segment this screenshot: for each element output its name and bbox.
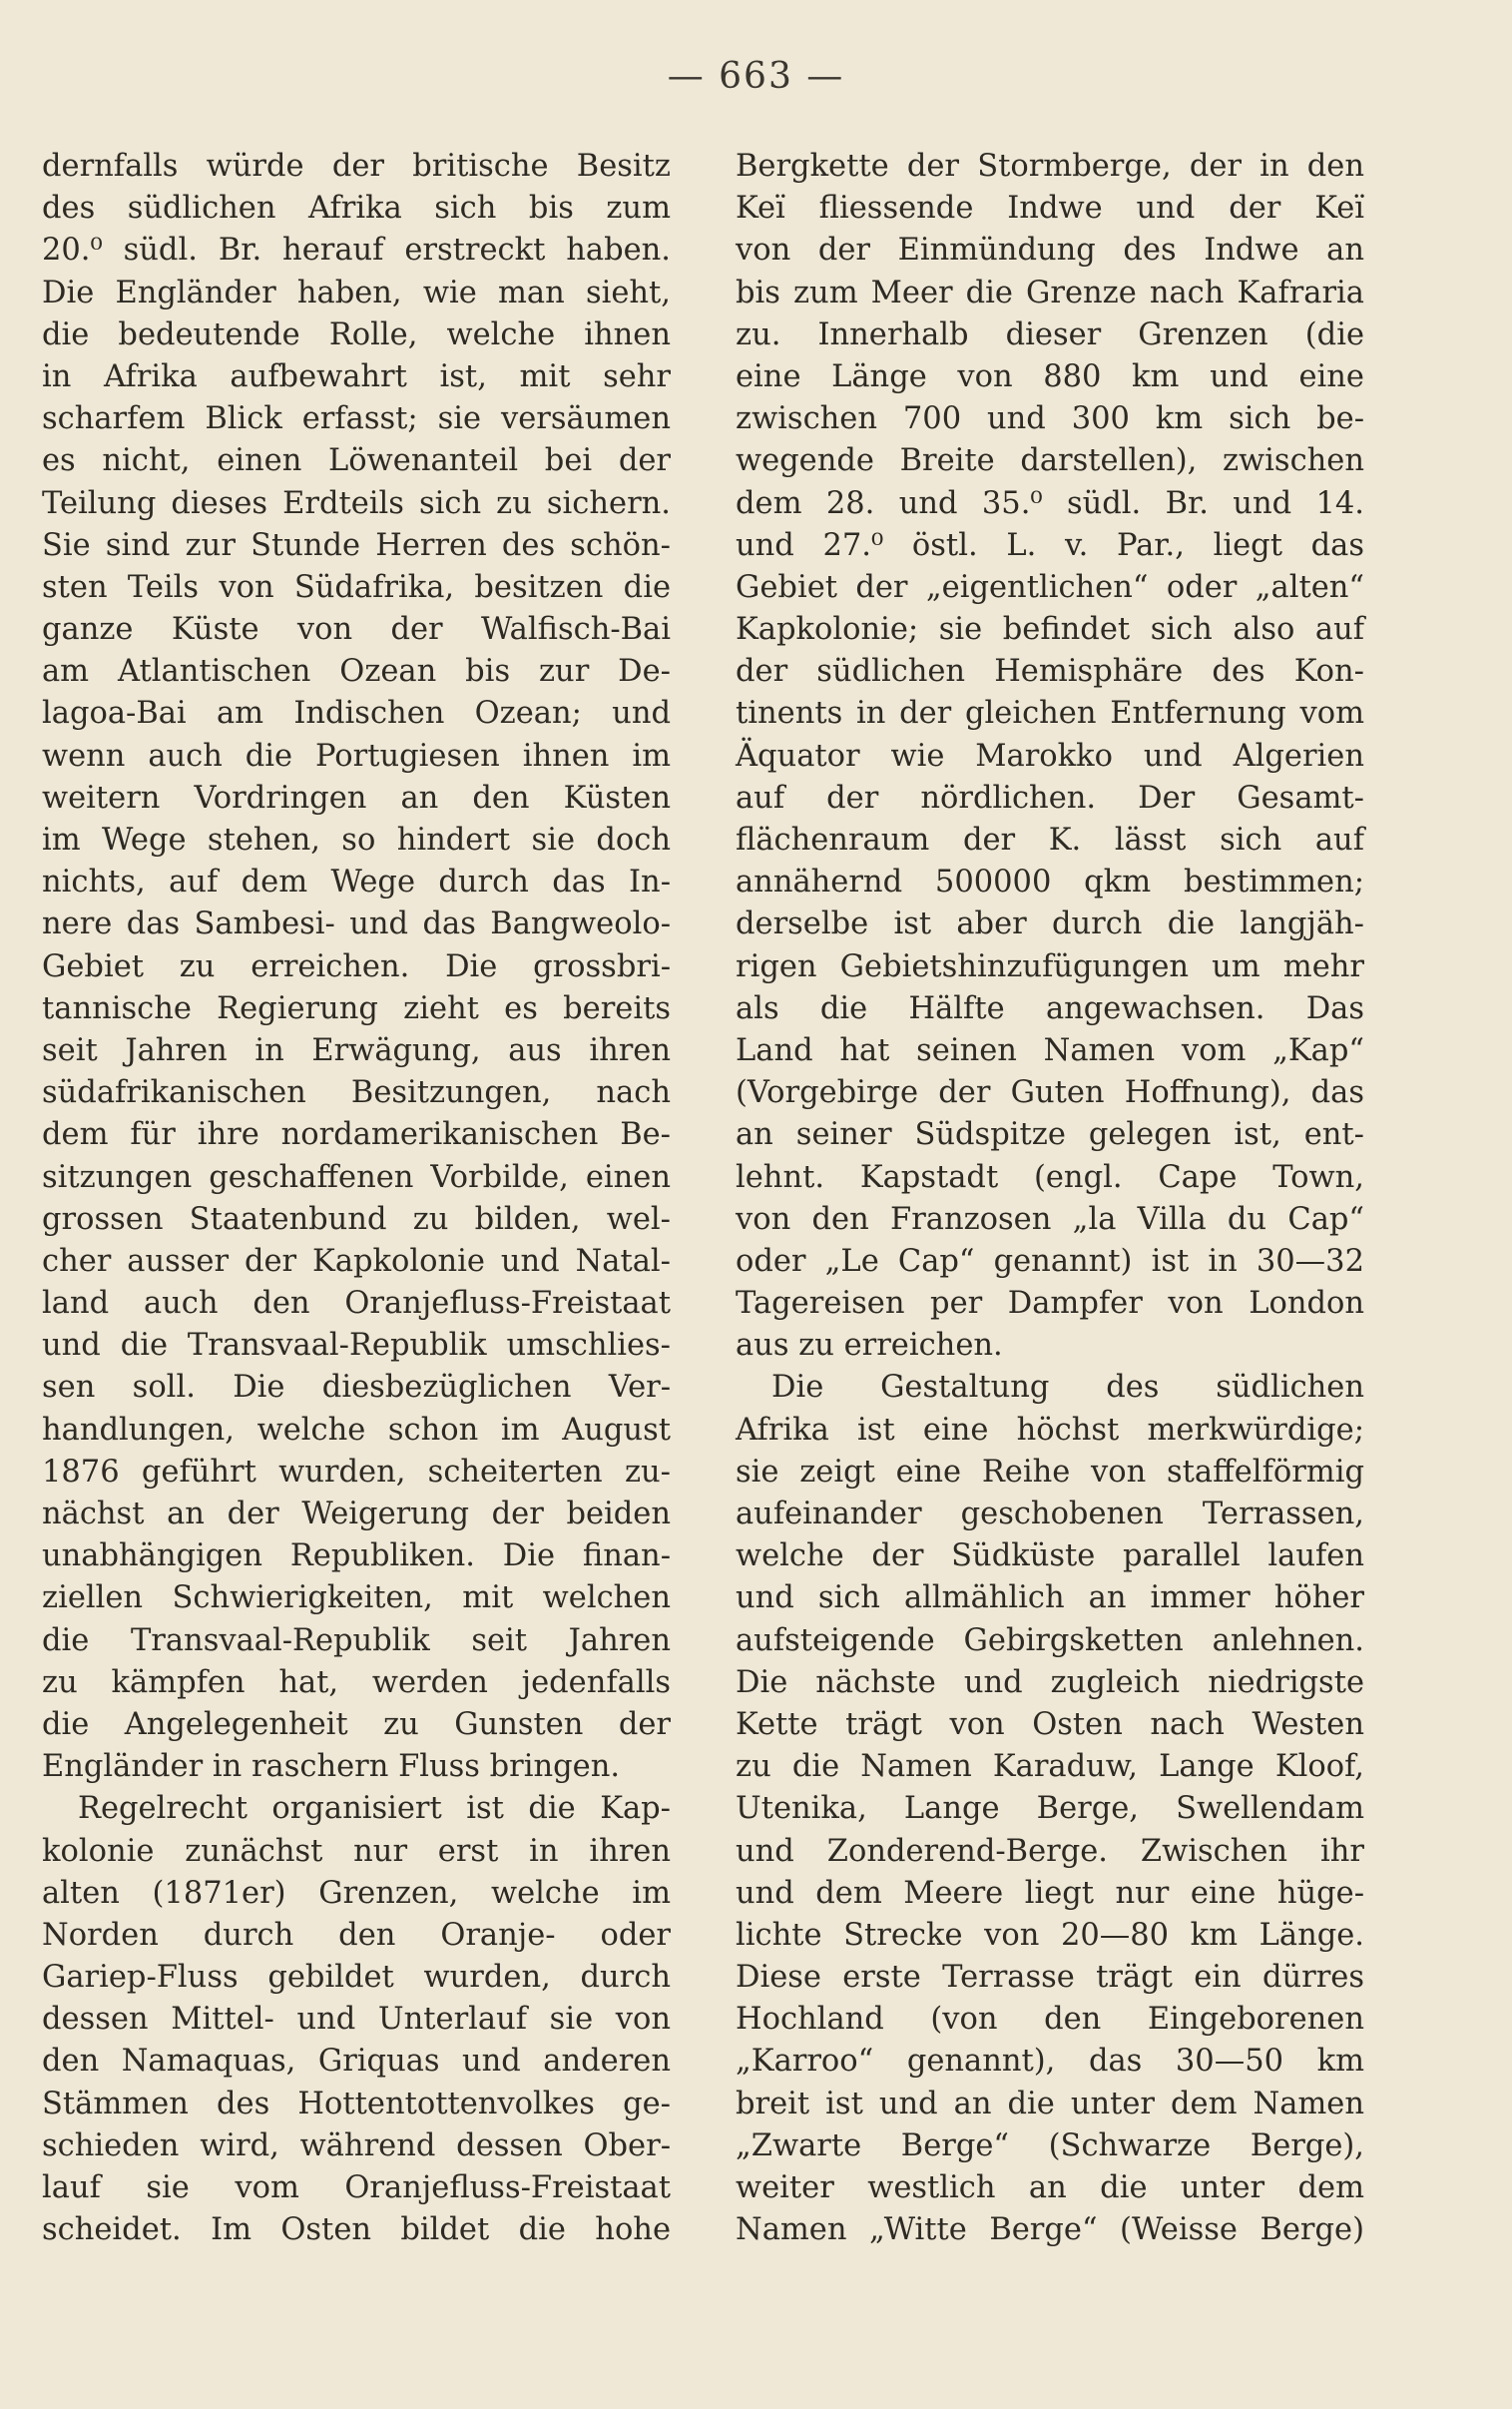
text-line: und 27.⁰ östl. L. v. Par., liegt das xyxy=(736,527,1364,563)
text-line: und die Transvaal-Republik umschlies- xyxy=(42,1328,671,1364)
text-line: als die Hälfte angewachsen. Das xyxy=(736,990,1364,1026)
text-line: sie zeigt eine Reihe von staffelförmig xyxy=(736,1454,1364,1490)
text-line: Bergkette der Stormberge, der in den xyxy=(736,149,1364,184)
text-line: Afrika ist eine höchst merkwürdige; xyxy=(736,1412,1364,1448)
text-line: Teilung dieses Erdteils sich zu sichern. xyxy=(42,485,671,521)
text-line: und sich allmählich an immer höher xyxy=(736,1580,1364,1616)
text-line: unabhängigen Republiken. Die finan- xyxy=(42,1538,671,1574)
text-line: südafrikanischen Besitzungen, nach xyxy=(42,1075,671,1111)
text-line: 20.⁰ südl. Br. herauf erstreckt haben. xyxy=(42,233,671,269)
right-column xyxy=(736,146,1364,2251)
text-line: sitzungen geschaffenen Vorbilde, einen xyxy=(42,1159,671,1195)
text-line: Kette trägt von Osten nach Westen xyxy=(736,1706,1364,1742)
text-line: auf der nördlichen. Der Gesamt- xyxy=(736,780,1364,816)
text-line: Gariep-Fluss gebildet wurden, durch xyxy=(42,1960,671,1996)
text-line: Land hat seinen Namen vom „Kap“ xyxy=(736,1032,1364,1068)
text-line: Engländer in raschern Fluss bringen. xyxy=(42,1749,621,1785)
text-line: eine Länge von 880 km und eine xyxy=(736,358,1364,394)
text-line: im Wege stehen, so hindert sie doch xyxy=(42,823,671,858)
text-line: Sie sind zur Stunde Herren des schön- xyxy=(42,527,671,563)
text-line: tannische Regierung zieht es bereits xyxy=(42,990,671,1026)
text-line: von den Franzosen „la Villa du Cap“ xyxy=(736,1201,1364,1237)
text-line: und dem Meere liegt nur eine hüge- xyxy=(736,1875,1364,1911)
text-line: grossen Staatenbund zu bilden, wel- xyxy=(42,1201,671,1237)
text-line: lauf sie vom Oranjefluss-Freistaat xyxy=(42,2170,671,2205)
text-line: wegende Breite darstellen), zwischen xyxy=(736,443,1364,479)
text-line: nere das Sambesi- und das Bangweolo- xyxy=(42,906,671,942)
text-line: aus zu erreichen. xyxy=(736,1328,1003,1364)
text-line: seit Jahren in Erwägung, aus ihren xyxy=(42,1032,671,1068)
text-line: (Vorgebirge der Guten Hoffnung), das xyxy=(736,1075,1364,1111)
text-line: bis zum Meer die Grenze nach Kafraria xyxy=(736,275,1364,310)
text-line: die Transvaal-Republik seit Jahren xyxy=(42,1622,671,1658)
text-line: Gebiet der „eigentlichen“ oder „alten“ xyxy=(736,569,1364,605)
text-line: zu die Namen Karaduw, Lange Kloof, xyxy=(736,1749,1364,1785)
text-line: dem 28. und 35.⁰ südl. Br. und 14. xyxy=(736,485,1364,521)
left-column xyxy=(42,146,671,2251)
text-line: breit ist und an die unter dem Namen xyxy=(736,2086,1364,2121)
text-line: dem für ihre nordamerikanischen Be- xyxy=(42,1117,671,1153)
text-line: der südlichen Hemisphäre des Kon- xyxy=(736,654,1364,690)
text-line: zu kämpfen hat, werden jedenfalls xyxy=(42,1664,671,1700)
text-line: handlungen, welche schon im August xyxy=(42,1412,671,1448)
text-line: alten (1871er) Grenzen, welche im xyxy=(42,1875,671,1911)
text-line: Die Engländer haben, wie man sieht, xyxy=(42,275,671,310)
text-line: am Atlantischen Ozean bis zur De- xyxy=(42,654,671,690)
text-line: flächenraum der K. lässt sich auf xyxy=(736,823,1364,858)
text-line: welche der Südküste parallel laufen xyxy=(736,1538,1364,1574)
text-line: 1876 geführt wurden, scheiterten zu- xyxy=(42,1454,671,1490)
text-line: tinents in der gleichen Entfernung vom xyxy=(736,696,1364,732)
text-line: von der Einmündung des Indwe an xyxy=(736,233,1364,269)
text-line: Gebiet zu erreichen. Die grossbri- xyxy=(42,948,671,984)
text-line: „Karroo“ genannt), das 30—50 km xyxy=(736,2044,1364,2080)
text-line: kolonie zunächst nur erst in ihren xyxy=(42,1833,671,1869)
text-line: zwischen 700 und 300 km sich be- xyxy=(736,401,1364,437)
text-line: dessen Mittel- und Unterlauf sie von xyxy=(42,2002,671,2038)
text-line: „Zwarte Berge“ (Schwarze Berge), xyxy=(736,2127,1364,2163)
text-line: cher ausser der Kapkolonie und Natal- xyxy=(42,1243,671,1279)
text-line: lagoa-Bai am Indischen Ozean; und xyxy=(42,696,671,732)
text-line: nichts, auf dem Wege durch das In- xyxy=(42,865,671,901)
text-line: an seiner Südspitze gelegen ist, ent- xyxy=(736,1117,1364,1153)
text-line: annähernd 500000 qkm bestimmen; xyxy=(736,865,1364,901)
text-line: schieden wird, während dessen Ober- xyxy=(42,2127,671,2163)
page-number: — 663 — xyxy=(667,56,845,97)
text-line: ziellen Schwierigkeiten, mit welchen xyxy=(42,1580,671,1616)
text-line: derselbe ist aber durch die langjäh- xyxy=(736,906,1364,942)
text-line: Norden durch den Oranje- oder xyxy=(42,1917,671,1953)
text-line: oder „Le Cap“ genannt) ist in 30—32 xyxy=(736,1243,1364,1279)
text-line: lichte Strecke von 20—80 km Länge. xyxy=(736,1917,1364,1953)
text-line: es nicht, einen Löwenanteil bei der xyxy=(42,443,671,479)
text-line: in Afrika aufbewahrt ist, mit sehr xyxy=(42,358,671,394)
text-line: des südlichen Afrika sich bis zum xyxy=(42,191,671,227)
text-line: sten Teils von Südafrika, besitzen die xyxy=(42,569,671,605)
text-line: Äquator wie Marokko und Algerien xyxy=(736,738,1364,774)
text-line: und Zonderend-Berge. Zwischen ihr xyxy=(736,1833,1364,1869)
text-line: Hochland (von den Eingeborenen xyxy=(736,2002,1364,2038)
text-line: aufeinander geschobenen Terrassen, xyxy=(736,1497,1364,1531)
text-line: dernfalls würde der britische Besitz xyxy=(42,149,671,184)
text-line: Stämmen des Hottentottenvolkes ge- xyxy=(42,2086,671,2121)
text-line: den Namaquas, Griquas und anderen xyxy=(42,2044,671,2080)
text-line: Keï fliessende Indwe und der Keï xyxy=(736,191,1364,227)
text-line: die bedeutende Rolle, welche ihnen xyxy=(42,316,671,352)
text-line: sen soll. Die diesbezüglichen Ver- xyxy=(42,1370,671,1406)
paragraph-start-line: Regelrecht organisiert ist die Kap- xyxy=(78,1791,671,1827)
text-line: Die nächste und zugleich niedrigste xyxy=(736,1664,1364,1700)
text-line: Namen „Witte Berge“ (Weisse Berge) xyxy=(736,2212,1364,2248)
text-line: land auch den Oranjefluss-Freistaat xyxy=(42,1286,671,1322)
text-line: die Angelegenheit zu Gunsten der xyxy=(42,1706,671,1742)
text-line: scharfem Blick erfasst; sie versäumen xyxy=(42,401,671,437)
text-line: scheidet. Im Osten bildet die hohe xyxy=(42,2212,671,2248)
text-line: ganze Küste von der Walfisch-Bai xyxy=(42,612,671,648)
text-line: Utenika, Lange Berge, Swellendam xyxy=(736,1791,1364,1827)
text-line: Diese erste Terrasse trägt ein dürres xyxy=(736,1960,1364,1996)
text-line: Tagereisen per Dampfer von London xyxy=(736,1286,1364,1322)
text-line: weiter westlich an die unter dem xyxy=(736,2170,1364,2205)
text-line: Kapkolonie; sie befindet sich also auf xyxy=(736,612,1364,648)
text-line: aufsteigende Gebirgsketten anlehnen. xyxy=(736,1622,1364,1658)
paragraph-start-line: Die Gestaltung des südlichen xyxy=(771,1370,1364,1406)
text-line: lehnt. Kapstadt (engl. Cape Town, xyxy=(736,1159,1364,1195)
text-line: wenn auch die Portugiesen ihnen im xyxy=(42,738,671,774)
text-line: weitern Vordringen an den Küsten xyxy=(42,780,671,816)
text-line: zu. Innerhalb dieser Grenzen (die xyxy=(736,316,1364,352)
text-line: rigen Gebietshinzufügungen um mehr xyxy=(736,948,1364,984)
text-line: nächst an der Weigerung der beiden xyxy=(42,1497,671,1531)
